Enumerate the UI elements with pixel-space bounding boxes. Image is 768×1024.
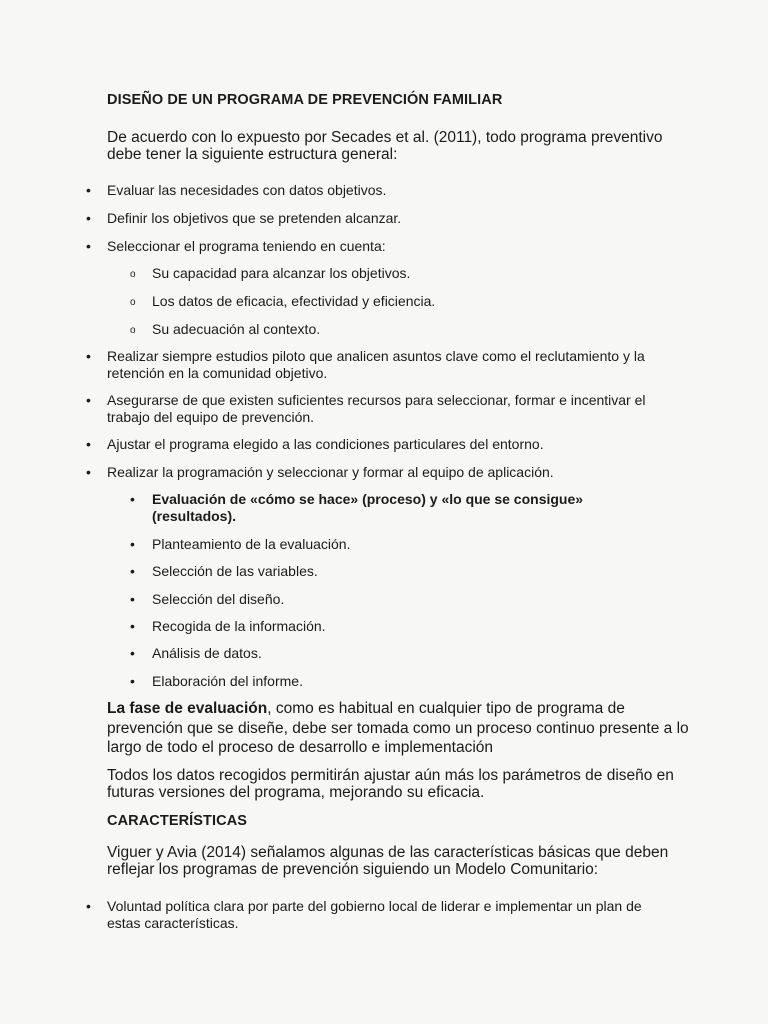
bullet-marker: • — [130, 591, 135, 607]
list-item-recursos-line-1: Asegurarse de que existen suficientes recursos para seleccionar, formar e incentivar el — [107, 392, 646, 408]
eval-bold-line-2: (resultados). — [152, 508, 237, 524]
bullet-marker: • — [86, 210, 91, 226]
bullet-marker: • — [130, 563, 135, 579]
sub-item-capacidad: Su capacidad para alcanzar los objetivos. — [152, 265, 411, 281]
bullet-marker: • — [86, 348, 91, 364]
sub-item-datos: Los datos de eficacia, efectividad y eficiencia. — [152, 293, 436, 309]
bullet-marker: • — [130, 491, 135, 507]
list-item-voluntad-line-1: Voluntad política clara por parte del gobierno local de liderar e implementar un plan de — [107, 898, 642, 914]
list-item-piloto-line-2: retención en la comunidad objetivo. — [107, 365, 328, 381]
document-title: DISEÑO DE UN PROGRAMA DE PREVENCIÓN FAMILIAR — [107, 92, 503, 108]
eval-item-recogida: Recogida de la información. — [152, 618, 326, 634]
intro-line-1: De acuerdo con lo expuesto por Secades et al. (2011), todo programa preventivo — [107, 129, 663, 146]
fase-paragraph-line-2: prevención que se diseñe, debe ser tomada como un proceso continuo presente a lo — [107, 720, 689, 737]
sub-bullet-marker: o — [130, 297, 136, 308]
eval-item-elaboracion: Elaboración del informe. — [152, 673, 303, 689]
bullet-marker: • — [130, 645, 135, 661]
bullet-marker: • — [86, 392, 91, 408]
list-item-programacion: Realizar la programación y seleccionar y formar al equipo de aplicación. — [107, 464, 554, 480]
bullet-marker: • — [86, 436, 91, 452]
todos-paragraph-line-2: futuras versiones del programa, mejorando su eficacia. — [107, 784, 485, 801]
sub-bullet-marker: o — [130, 325, 136, 336]
intro-line-2: debe tener la siguiente estructura general: — [107, 146, 398, 163]
viguer-paragraph-line-2: reflejar los programas de prevención siguiendo un Modelo Comunitario: — [107, 861, 599, 878]
bullet-marker: • — [86, 182, 91, 198]
list-item-piloto-line-1: Realizar siempre estudios piloto que analicen asuntos clave como el reclutamiento y la — [107, 348, 645, 364]
list-item-seleccionar: Seleccionar el programa teniendo en cuenta: — [107, 238, 386, 254]
list-item-ajustar: Ajustar el programa elegido a las condiciones particulares del entorno. — [107, 436, 544, 452]
fase-line-1-rest: , como es habitual en cualquier tipo de programa de — [267, 700, 625, 717]
bullet-marker: • — [130, 673, 135, 689]
list-item-recursos-line-2: trabajo del equipo de prevención. — [107, 409, 315, 425]
bullet-marker: • — [86, 238, 91, 254]
list-item-evaluar: Evaluar las necesidades con datos objetivos. — [107, 182, 387, 198]
sub-bullet-marker: o — [130, 269, 136, 280]
section-heading-caracteristicas: CARACTERÍSTICAS — [107, 813, 248, 829]
eval-item-variables: Selección de las variables. — [152, 563, 318, 579]
bullet-marker: • — [130, 536, 135, 552]
eval-bold-line-1: Evaluación de «cómo se hace» (proceso) y «lo que se consigue» — [152, 491, 584, 507]
eval-item-diseno: Selección del diseño. — [152, 591, 285, 607]
bullet-marker: • — [86, 898, 91, 914]
todos-paragraph-line-1: Todos los datos recogidos permitirán ajustar aún más los parámetros de diseño en — [107, 767, 674, 784]
sub-item-adecuacion: Su adecuación al contexto. — [152, 321, 321, 337]
fase-paragraph-line-1 — [107, 700, 625, 717]
fase-paragraph-line-3: largo de todo el proceso de desarrollo e implementación — [107, 739, 494, 756]
bullet-marker: • — [130, 618, 135, 634]
bullet-marker: • — [86, 464, 91, 480]
viguer-paragraph-line-1: Viguer y Avia (2014) señalamos algunas de las características básicas que deben — [107, 844, 669, 861]
eval-item-planteamiento: Planteamiento de la evaluación. — [152, 536, 351, 552]
eval-item-analisis: Análisis de datos. — [152, 645, 262, 661]
fase-bold-term: La fase de evaluación — [107, 700, 268, 717]
list-item-definir: Definir los objetivos que se pretenden alcanzar. — [107, 210, 402, 226]
list-item-voluntad-line-2: estas características. — [107, 915, 239, 931]
